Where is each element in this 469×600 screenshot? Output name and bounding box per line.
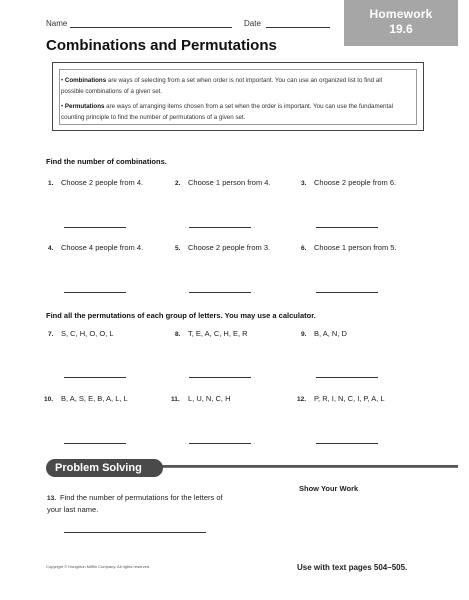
answer-line-13[interactable] bbox=[64, 532, 206, 533]
question-6 bbox=[301, 243, 397, 252]
question-number: 3. bbox=[301, 180, 307, 187]
question-text: Choose 2 people from 6. bbox=[314, 178, 397, 187]
question-number: 13. bbox=[47, 495, 57, 502]
problem-solving-heading: Problem Solving bbox=[46, 459, 163, 477]
question-number: 9. bbox=[301, 331, 307, 338]
section1-instruction: Find the number of combinations. bbox=[46, 157, 167, 166]
question-text: T, E, A, C, H, E, R bbox=[188, 329, 248, 338]
question-number: 10. bbox=[44, 396, 54, 403]
question-1 bbox=[48, 178, 143, 187]
name-field[interactable] bbox=[70, 27, 232, 28]
question-4 bbox=[48, 243, 143, 252]
question-number: 4. bbox=[48, 245, 54, 252]
question-7 bbox=[48, 329, 114, 338]
answer-line-12[interactable] bbox=[316, 443, 378, 444]
question-number: 11. bbox=[171, 396, 180, 403]
answer-line-2[interactable] bbox=[189, 227, 251, 228]
answer-line-4[interactable] bbox=[64, 292, 126, 293]
copyright-notice: Copyright © Houghton Mifflin Company. All rights reserved. bbox=[46, 564, 151, 569]
name-label: Name bbox=[46, 19, 68, 28]
question-text: P, R, I, N, C, I, P, A, L bbox=[314, 394, 385, 403]
question-number: 1. bbox=[48, 180, 54, 187]
combinations-text: are ways of selecting from a set when order is not important. You can use an organized list to find all possible combinations of a given set. bbox=[61, 77, 382, 95]
page-title: Combinations and Permutations bbox=[46, 37, 277, 54]
problem-solving-rule bbox=[162, 465, 458, 468]
question-text: B, A, N, D bbox=[314, 329, 347, 338]
question-text: Choose 1 person from 4. bbox=[188, 178, 271, 187]
date-field[interactable] bbox=[266, 27, 330, 28]
homework-badge bbox=[344, 0, 458, 46]
permutations-term: Permutations bbox=[64, 103, 105, 110]
answer-line-3[interactable] bbox=[316, 227, 378, 228]
text-pages-reference: Use with text pages 504–505. bbox=[297, 563, 408, 572]
question-text: Find the number of permutations for the letters of your last name. bbox=[47, 493, 223, 514]
question-12 bbox=[297, 394, 385, 403]
question-9 bbox=[301, 329, 347, 338]
permutations-definition: • Permutations are ways of arranging items chosen from a set when the order is important. You can use the fundamental counting principle to find the number of permutations of a given set. bbox=[61, 103, 394, 121]
combinations-definition: • Combinations are ways of selecting from a set when order is not important. You can use an organized list to find all possible combinations of a given set. bbox=[61, 77, 382, 95]
question-number: 6. bbox=[301, 245, 307, 252]
question-13 bbox=[47, 492, 237, 515]
question-number: 8. bbox=[175, 331, 181, 338]
question-2 bbox=[175, 178, 271, 187]
question-text: Choose 1 person from 5. bbox=[314, 243, 397, 252]
answer-line-7[interactable] bbox=[64, 377, 126, 378]
answer-line-6[interactable] bbox=[316, 292, 378, 293]
question-text: S, C, H, O, O, L bbox=[61, 329, 114, 338]
question-text: Choose 2 people from 4. bbox=[61, 178, 144, 187]
question-10 bbox=[44, 394, 128, 403]
combinations-term: Combinations bbox=[64, 77, 107, 84]
date-label: Date bbox=[244, 19, 261, 28]
answer-line-1[interactable] bbox=[64, 227, 126, 228]
question-number: 7. bbox=[48, 331, 54, 338]
answer-line-10[interactable] bbox=[64, 443, 126, 444]
answer-line-9[interactable] bbox=[316, 377, 378, 378]
badge-homework-text: Homework bbox=[369, 7, 433, 21]
question-8 bbox=[175, 329, 248, 338]
question-text: Choose 2 people from 3. bbox=[188, 243, 271, 252]
question-number: 5. bbox=[175, 245, 181, 252]
section2-instruction: Find all the permutations of each group of letters. You may use a calculator. bbox=[46, 311, 316, 320]
question-5 bbox=[175, 243, 270, 252]
question-text: L, U, N, C, H bbox=[188, 394, 231, 403]
permutations-text: are ways of arranging items chosen from a set when the order is important. You can use the fundamental counting principle to find the number of permutations of a given set. bbox=[61, 103, 394, 121]
answer-line-8[interactable] bbox=[189, 377, 251, 378]
question-text: B, A, S, E, B, A, L, L bbox=[61, 394, 128, 403]
question-3 bbox=[301, 178, 396, 187]
definitions-box bbox=[52, 62, 424, 131]
show-your-work-label: Show Your Work bbox=[299, 484, 359, 493]
badge-number-text: 19.6 bbox=[389, 22, 413, 36]
question-number: 12. bbox=[297, 396, 307, 403]
question-11 bbox=[171, 394, 231, 403]
question-number: 2. bbox=[175, 180, 181, 187]
answer-line-5[interactable] bbox=[189, 292, 251, 293]
answer-line-11[interactable] bbox=[189, 443, 251, 444]
question-text: Choose 4 people from 4. bbox=[61, 243, 144, 252]
